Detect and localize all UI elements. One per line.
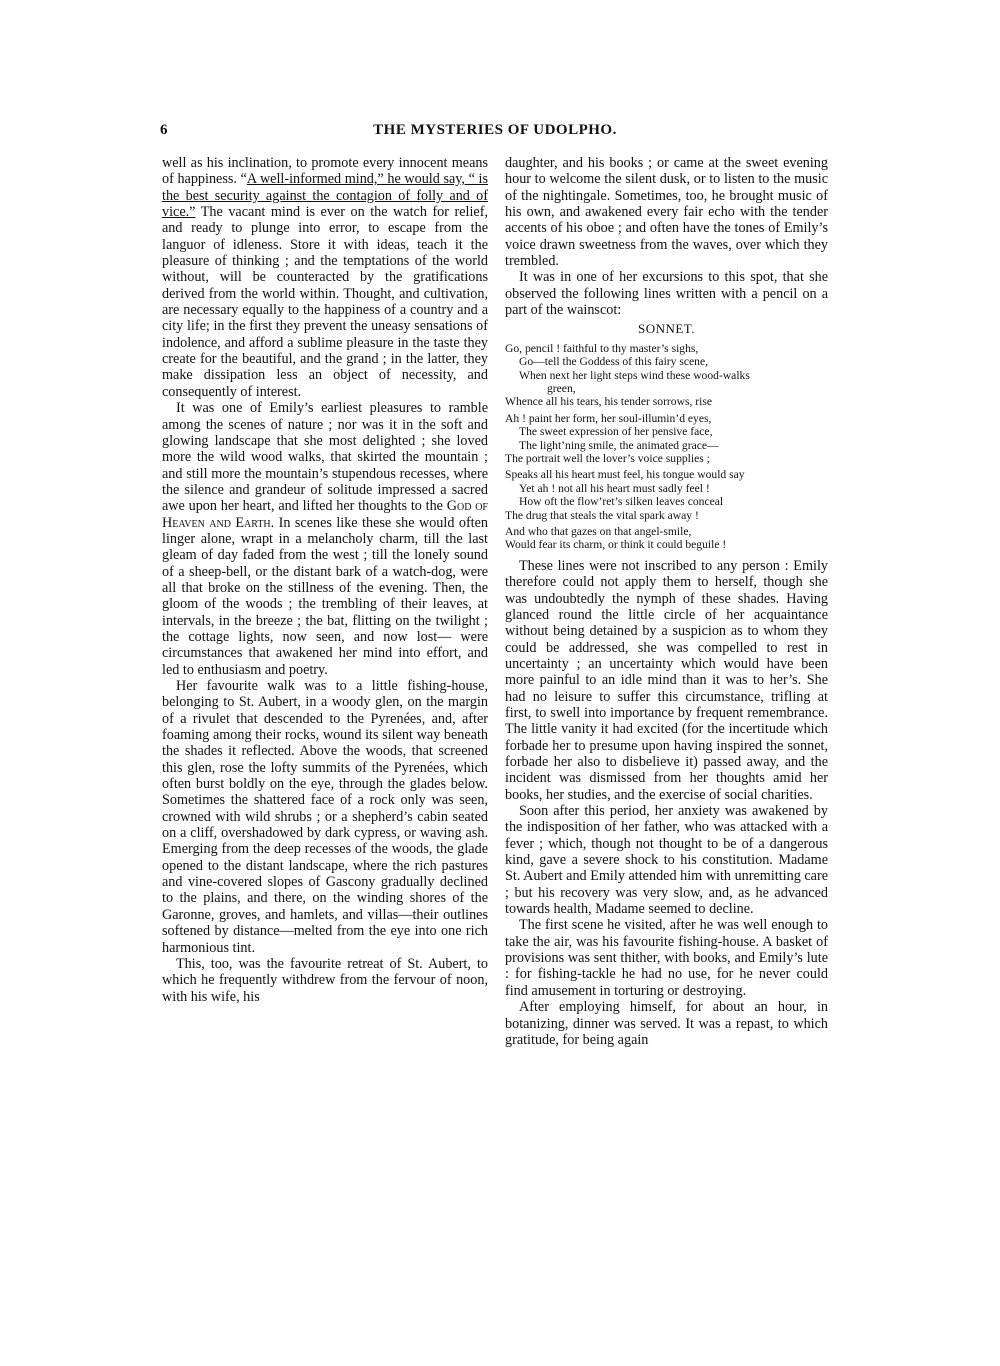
sonnet-line: The light’ning smile, the animated grace— [519, 438, 719, 452]
paragraph [162, 400, 488, 678]
sonnet-line: The drug that steals the vital spark away ! [505, 508, 699, 522]
paragraph: These lines were not inscribed to any person : Emily therefore could not apply them to herself, though she was undoubtedly the nymph of these shades. Having glanced round the little circle of her acquaintance without being detained by a suspicion as to whom they could be addressed, she was compelled to rest in uncertainty ; an uncertainty which would have been more painful to an idle mind than it was to her’s. She had no leisure to suffer this circumstance, trifling at first, to swell into importance by frequent remembrance. The little vanity it had excited (for the incertitude which forbade her to presume upon having inspired the sonnet, forbade her also to disbelieve it) passed away, and the incident was dismissed from her thoughts amid her books, her studies, and the exercise of social charities. [505, 557, 828, 803]
paragraph-text: well as his inclination, to promote every innocent means of happiness. “ [162, 155, 488, 188]
sonnet-line: Yet ah ! not all his heart must sadly feel ! [519, 481, 710, 495]
paragraph: Her favourite walk was to a little fishing-house, belonging to St. Aubert, in a woody glen, on the margin of a rivulet that descended to the Pyrenées, and, after foaming among their rocks, wound its silent way beneath the shades it reflected. Above the woods, that screened this glen, rose the lofty summits of the Pyrenées, which often burst boldly on the eye, through the glades below. Sometimes the shattered face of a rock only was seen, crowned with wild shrubs ; or a shepherd’s cabin seated on a cliff, overshadowed by dark cypress, or waving ash. Emerging from the deep recesses of the woods, the glade opened to the distant landscape, where the rich pastures and vine-covered slopes of Gascony gradually declined to the plains, and there, on the winding shores of the Garonne, groves, and hamlets, and villas—their outlines softened by distance—melted from the eye into one rich harmonious tint. [162, 678, 488, 956]
paragraph-text: It was one of Emily’s earliest pleasures to ramble among the scenes of nature ; nor was it in the soft and glowing landscape that she most delighted ; she loved more the wild wood walks, that skirted the mountain ; and still more the mountain’s stupendous recesses, where the silence and grandeur of solitude impressed a sacred awe upon her heart, and lifted her thoughts to the [162, 400, 488, 515]
sonnet-line: The portrait well the lover’s voice supplies ; [505, 452, 710, 466]
right-column [505, 155, 828, 1048]
paragraph: The first scene he visited, after he was well enough to take the air, was his favourite fishing-house. A basket of provisions was sent thither, with books, and Emily’s lute : for fishing-tackle he had no use, for he never could find amusement in torturing or destroying. [505, 917, 828, 999]
sonnet-title: SONNET. [637, 321, 696, 337]
sonnet-line: When next her light steps wind these wood-walks [519, 368, 750, 382]
paragraph: daughter, and his books ; or came at the sweet evening hour to welcome the silent dusk, or to listen to the music of the nightingale. Sometimes, too, he brought music of his own, and awakened every fair echo with the tender accents of his oboe ; and often have the tones of Emily’s voice drawn sweetness from the waves, over which they trembled. [505, 155, 828, 270]
left-column [162, 155, 488, 1005]
paragraph: After employing himself, for about an hour, in botanizing, dinner was served. It was a repast, to which gratitude, for being again [505, 999, 828, 1048]
sonnet-line: Speaks all his heart must feel, his tongue would say [505, 468, 745, 482]
paragraph-text: The vacant mind is ever on the watch for relief, and ready to plunge into error, to escape from the languor of idleness. Store it with ideas, teach it the pleasure of thinking ; and the temptations of the world without, will be counteracted by the gratifications derived from the world within. Thought, and cultivation, are necessary equally to the happiness of a country and a city life; in the first they prevent the uneasy sensations of indolence, and afford a sublime pleasure in the taste they create for the beautiful, and the grand ; in the latter, they make dissipation less an object of necessity, and consequently of interest. [162, 204, 488, 400]
paragraph: It was in one of her excursions to this spot, that she observed the following lines written with a pencil on a part of the wainscot: [505, 269, 828, 319]
sonnet-line: Go—tell the Goddess of this fairy scene, [519, 355, 708, 369]
page-header [160, 122, 830, 142]
running-title: THE MYSTERIES OF UDOLPHO. [373, 122, 617, 138]
sonnet-line: The sweet expression of her pensive face, [519, 425, 713, 439]
underlined-quote: A well-informed mind,” he would say, “ is the best security against the contagion of folly and of vice.” [162, 171, 488, 221]
sonnet [505, 342, 828, 552]
sonnet-stanza [505, 412, 828, 466]
sonnet-line: Whence all his tears, his tender sorrows, rise [505, 395, 713, 409]
paragraph [162, 155, 488, 400]
sonnet-line: Ah ! paint her form, her soul-illumin’d eyes, [505, 411, 712, 425]
sonnet-stanza [505, 525, 828, 552]
sonnet-line: green, [547, 382, 576, 395]
paragraph: Soon after this period, her anxiety was awakened by the indisposition of her father, who was attacked with a fever ; which, though not thought to be of a dangerous kind, gave a severe shock to his constitution. Madame St. Aubert and Emily attended him with unremitting care ; but his recovery was very slow, and, as he advanced towards health, Madame seemed to decline. [505, 803, 828, 918]
page-number: 6 [160, 122, 168, 138]
paragraph: This, too, was the favourite retreat of St. Aubert, to which he frequently withdrew from the fervour of noon, with his wife, his [162, 955, 488, 1005]
sonnet-line: And who that gazes on that angel-smile, [505, 525, 692, 539]
sonnet-line: How oft the flow’ret’s silken leaves conceal [519, 495, 724, 509]
sonnet-line: Would fear its charm, or think it could beguile ! [505, 538, 727, 552]
sonnet-stanza [505, 468, 828, 522]
emphasis-small-caps: God of Heaven and Earth [162, 498, 488, 531]
sonnet-line: Go, pencil ! faithful to thy master’s sighs, [505, 341, 699, 355]
paragraph-text: . In scenes like these she would often linger alone, wrapt in a melancholy charm, till the last gleam of day faded from the west ; till the lonely sound of a sheep-bell, or the distant bark of a watch-dog, were all that broke on the stillness of the evening. Then, the gloom of the woods ; the trembling of their leaves, at intervals, in the breeze ; the bat, flitting on the twilight ; the cottage lights, now seen, and now lost— were circumstances that awakened her mind into effort, and led to enthusiasm and poetry. [162, 514, 488, 678]
sonnet-stanza [505, 342, 828, 409]
